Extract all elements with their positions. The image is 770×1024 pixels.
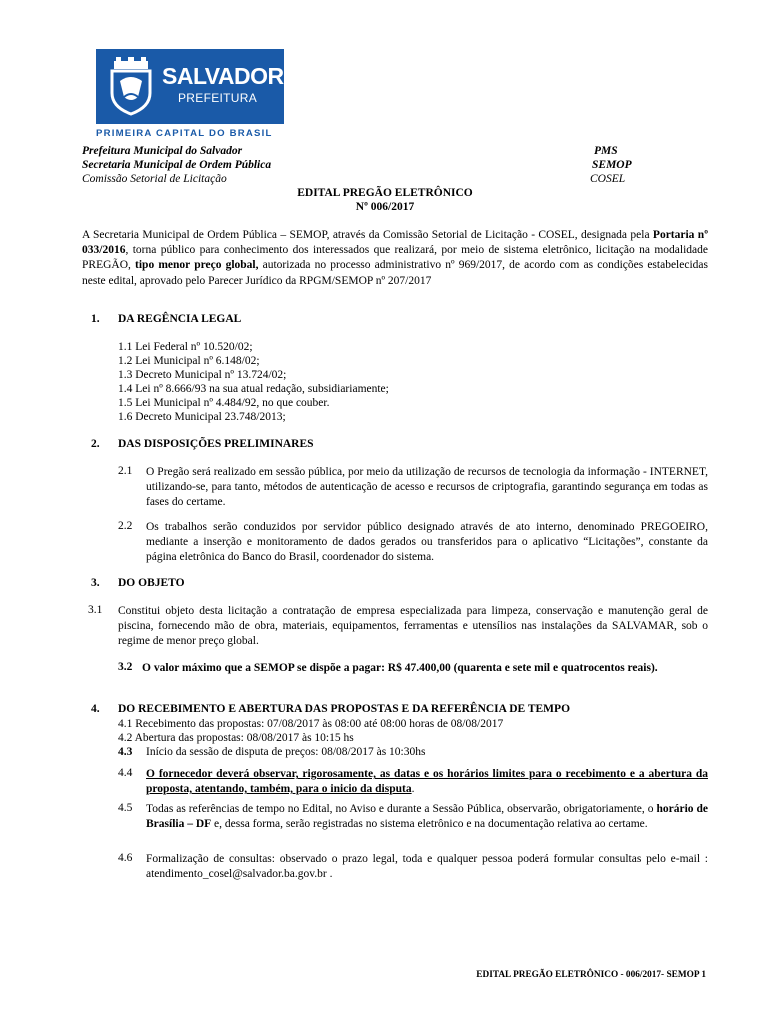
logo-prefeitura: PREFEITURA (178, 91, 258, 105)
section-4-number: 4. (91, 703, 100, 715)
list-item: 1.1 Lei Federal nº 10.520/02; (118, 341, 253, 353)
intro-text-3: autorizada no processo administrativo nº 969/2017, de acordo com as condições estabelecidas neste edital, aprovado pelo Parecer Jurídico da RPGM/SEMOP nº 207/2017 (82, 259, 708, 287)
header-right-2: SEMOP (592, 159, 632, 171)
item-2-1-text: O Pregão será realizado em sessão pública, por meio da utilização de recursos de tecnologia da informação - INTERNET, utilizando-se, para tanto, métodos de autenticação de acesso e recursos de criptografia, garantindo segurança em todas as fases do certame. (146, 466, 708, 508)
list-item: 1.4 Lei nº 8.666/93 na sua atual redação, subsidiariamente; (118, 383, 389, 395)
item-4-6-text: Formalização de consultas: observado o prazo legal, toda e qualquer pessoa poderá formular consultas pelo e-mail : atendimento_cosel@salvador.ba.gov.br . (146, 853, 708, 880)
section-4-title: DO RECEBIMENTO E ABERTURA DAS PROPOSTAS E DA REFERÊNCIA DE TEMPO (118, 703, 571, 715)
item-4-5-brasilia: horário de Brasília – DF (146, 803, 708, 830)
section-2-number: 2. (91, 438, 100, 450)
header-left-2: Secretaria Municipal de Ordem Pública (82, 159, 272, 171)
header-left-3: Comissão Setorial de Licitação (82, 173, 227, 185)
item-4-4-emphasis: O fornecedor deverá observar, rigorosamente, as datas e os horários limites para o recebimento e a abertura da proposta, atentando, também, para o inicio da disputa (146, 768, 708, 795)
item-4-3-number: 4.3 (118, 746, 133, 758)
item-4-5-text-c: e, dessa forma, serão registradas no sistema eletrônico e na documentação relativa ao certame. (211, 817, 648, 830)
intro-paragraph (82, 228, 708, 289)
intro-tipo: tipo menor preço global, (135, 259, 259, 272)
intro-portaria: Portaria nº 033/2016 (82, 229, 708, 257)
item-4-4-text (146, 767, 708, 797)
item-3-2-text: O valor máximo que a SEMOP se dispõe a pagar: R$ 47.400,00 (quarenta e sete mil e quatrocentos reais). (142, 662, 658, 674)
item-4-2: 4.2 Abertura das propostas: 08/08/2017 às 10:15 hs (118, 732, 354, 744)
section-2-title: DAS DISPOSIÇÕES PRELIMINARES (118, 438, 314, 450)
header-right-3: COSEL (590, 173, 626, 185)
item-2-2-text: Os trabalhos serão conduzidos por servidor público designado através de ato interno, denominado PREGOEIRO, mediante a inserção e monitoramento de dados gerados ou transferidos para o aplicativo “Licitações”, constante da página eletrônica do Banco do Brasil, coordenador do sistema. (146, 521, 708, 563)
city-emblem-icon (106, 57, 156, 117)
item-4-4-end: . (411, 782, 415, 795)
section-1-number: 1. (91, 313, 100, 325)
section-1-title: DA REGÊNCIA LEGAL (118, 313, 242, 325)
document-title: EDITAL PREGÃO ELETRÔNICO (297, 187, 473, 199)
salvador-logo (96, 49, 284, 124)
header-right-1: PMS (594, 145, 618, 157)
item-3-1-text: Constitui objeto desta licitação a contratação de empresa especializada para limpeza, conservação e manutenção geral de piscina, fornecendo mão de obra, materiais, equipamentos, ferramentas e utensílios nas instalações da SALVAMAR, sob o regime de menor preço global. (118, 605, 708, 647)
item-4-5-number: 4.5 (118, 802, 133, 814)
list-item: 1.2 Lei Municipal nº 6.148/02; (118, 355, 260, 367)
page-footer: EDITAL PREGÃO ELETRÔNICO - 006/2017- SEMOP 1 (476, 970, 706, 980)
item-3-1-number: 3.1 (88, 604, 103, 616)
logo-city: SALVADOR (162, 63, 284, 89)
item-2-2-number: 2.2 (118, 520, 133, 532)
item-4-3-text: Início da sessão de disputa de preços: 08/08/2017 às 10:30hs (146, 746, 426, 758)
intro-text-2: , torna público para conhecimento dos interessados que realizará, por meio de sistema eletrônico, licitação na modalidade PREGÃO, (82, 244, 708, 272)
item-4-5-text (146, 802, 708, 832)
item-4-4-number: 4.4 (118, 767, 133, 779)
logo-slogan: PRIMEIRA CAPITAL DO BRASIL (96, 128, 273, 139)
item-4-5-text-a: Todas as referências de tempo no Edital, no Aviso e durante a Sessão Pública, observarão, obrigatoriamente, o (146, 803, 657, 815)
section-3-title: DO OBJETO (118, 577, 185, 589)
section-3-number: 3. (91, 577, 100, 589)
list-item: 1.6 Decreto Municipal 23.748/2013; (118, 411, 286, 423)
item-4-1: 4.1 Recebimento das propostas: 07/08/2017 às 08:00 até 08:00 horas de 08/08/2017 (118, 718, 504, 730)
item-4-6-number: 4.6 (118, 852, 133, 864)
list-item: 1.5 Lei Municipal nº 4.484/92, no que couber. (118, 397, 330, 409)
item-2-1-number: 2.1 (118, 465, 133, 477)
item-3-2-number: 3.2 (118, 661, 133, 673)
document-number: Nº 006/2017 (355, 201, 415, 213)
intro-text-1: A Secretaria Municipal de Ordem Pública – SEMOP, através da Comissão Setorial de Licitação - COSEL, designada pela (82, 229, 653, 241)
list-item: 1.3 Decreto Municipal nº 13.724/02; (118, 369, 287, 381)
header-left-1: Prefeitura Municipal do Salvador (82, 145, 243, 157)
